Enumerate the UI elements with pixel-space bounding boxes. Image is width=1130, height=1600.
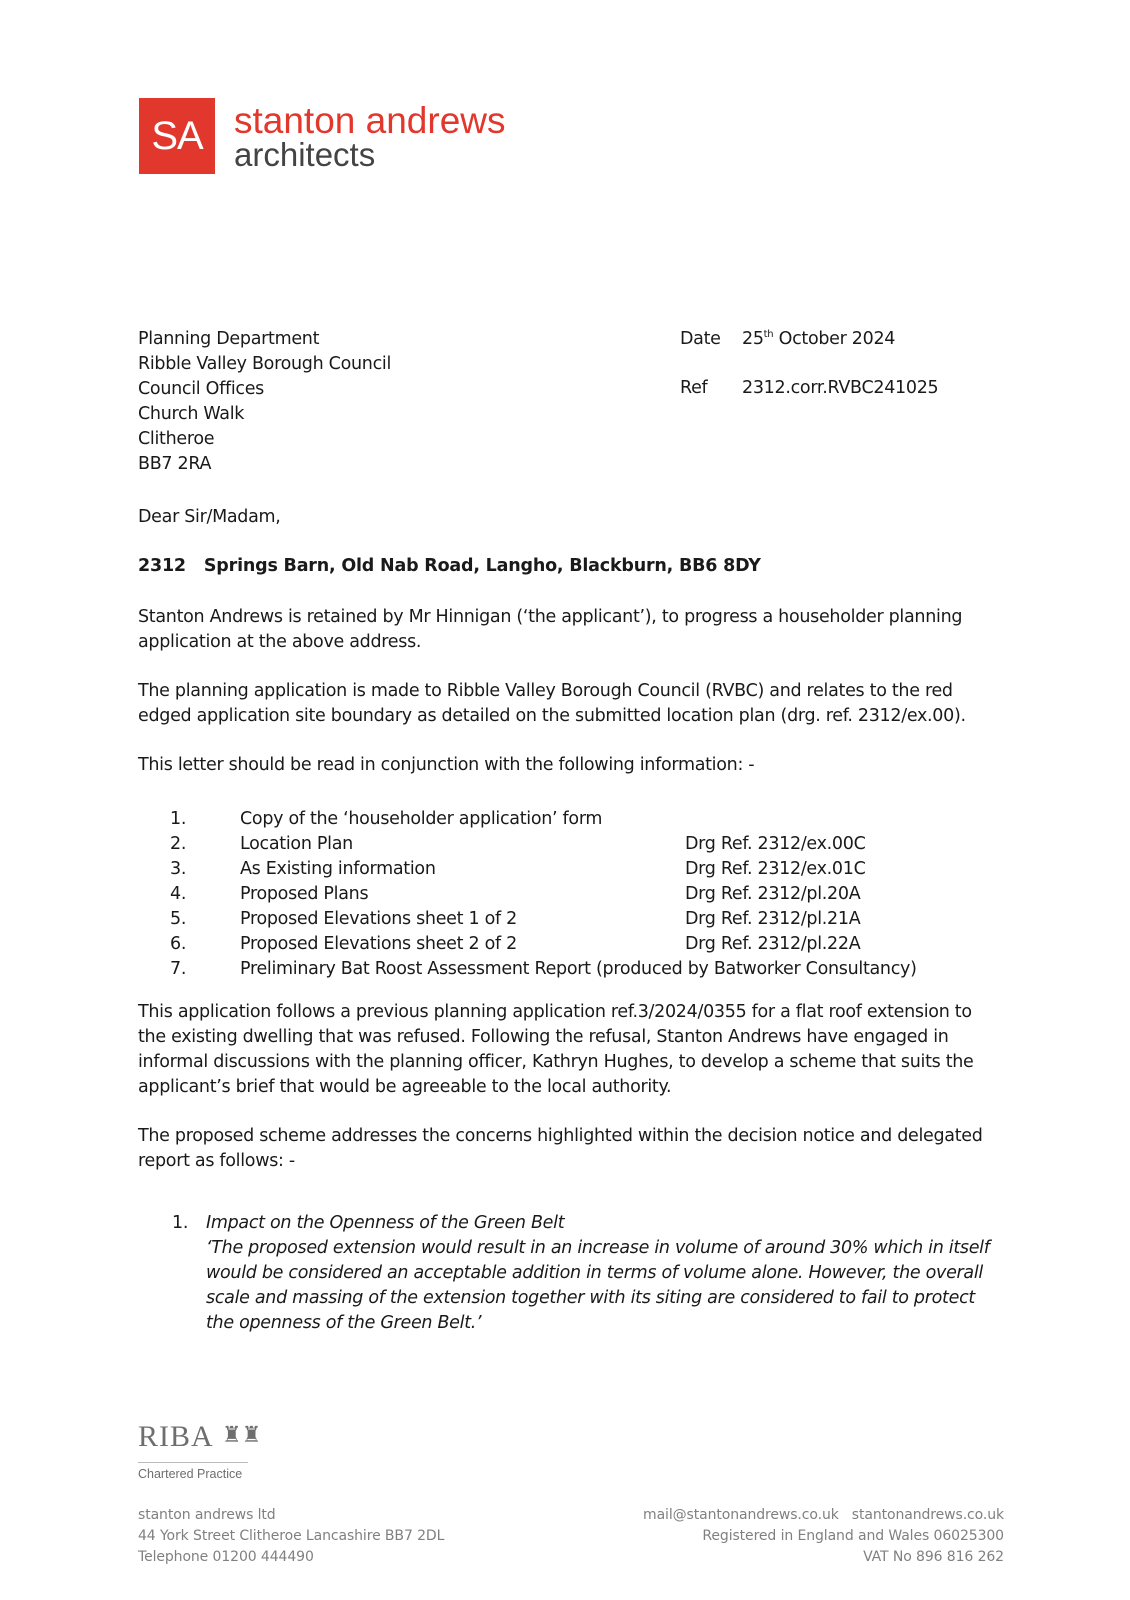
footer-registration-info bbox=[643, 1505, 1004, 1568]
company-name: stanton andrews ltd bbox=[138, 1507, 276, 1523]
list-item bbox=[170, 807, 970, 832]
company-contact[interactable]: mail@stantonandrews.co.uk stantonandrews.co.uk bbox=[643, 1507, 1004, 1523]
item-label: Proposed Elevations sheet 2 of 2 bbox=[240, 934, 517, 954]
list-item bbox=[170, 857, 970, 882]
item-number: 6. bbox=[170, 934, 187, 954]
item-label: Proposed Plans bbox=[240, 884, 369, 904]
concern-number: 1. bbox=[172, 1213, 189, 1233]
job-number: 2312 bbox=[138, 556, 186, 576]
item-number: 2. bbox=[170, 834, 187, 854]
item-ref: Drg Ref. 2312/pl.21A bbox=[685, 909, 861, 929]
ref-value: 2312.corr.RVBC241025 bbox=[742, 378, 939, 398]
address-line: Planning Department bbox=[138, 329, 320, 349]
riba-crest-icon: ♜♜ bbox=[222, 1423, 262, 1448]
ref-label: Ref bbox=[680, 378, 708, 398]
company-registration: Registered in England and Wales 06025300 bbox=[702, 1528, 1004, 1544]
paragraph-history: This application follows a previous planning application ref.3/2024/0355 for a flat roof extension to the existing dwelling that was refused. Following the refusal, Stanton Andrews have engaged in informal discussions with the planning officer, Kathryn Hughes, to develop a scheme that suits the applicant’s brief that would be agreeable to the local authority. bbox=[138, 1002, 974, 1097]
address-line: BB7 2RA bbox=[138, 454, 212, 474]
address-line: Church Walk bbox=[138, 404, 245, 424]
date-month-year: October 2024 bbox=[773, 329, 896, 349]
paragraph-scheme: The proposed scheme addresses the concerns highlighted within the decision notice and delegated report as follows: - bbox=[138, 1126, 983, 1171]
footer-company-info bbox=[138, 1505, 444, 1568]
documents-list bbox=[170, 807, 970, 982]
site-address: Springs Barn, Old Nab Road, Langho, Blackburn, BB6 8DY bbox=[203, 556, 761, 576]
riba-divider bbox=[138, 1462, 248, 1463]
list-item bbox=[170, 907, 970, 932]
paragraph-intro: Stanton Andrews is retained by Mr Hinnigan (‘the applicant’), to progress a householder planning application at the above address. bbox=[138, 607, 963, 652]
item-label: As Existing information bbox=[240, 859, 436, 879]
item-number: 4. bbox=[170, 884, 187, 904]
item-label: Preliminary Bat Roost Assessment Report (produced by Batworker Consultancy) bbox=[240, 959, 917, 979]
date-day: 25 bbox=[742, 329, 764, 349]
date-value bbox=[742, 327, 895, 352]
item-label: Proposed Elevations sheet 1 of 2 bbox=[240, 909, 517, 929]
concern-body bbox=[206, 1211, 1006, 1336]
concern-title: Impact on the Openness of the Green Belt bbox=[206, 1213, 565, 1233]
logo-mark: SA bbox=[139, 98, 215, 174]
address-line: Council Offices bbox=[138, 379, 264, 399]
brand-tagline: architects bbox=[234, 136, 376, 173]
item-ref: Drg Ref. 2312/pl.20A bbox=[685, 884, 861, 904]
subject-line bbox=[138, 554, 761, 579]
item-label: Copy of the ‘householder application’ form bbox=[240, 809, 603, 829]
brand-name: stanton andrews bbox=[234, 100, 506, 141]
concern-quote: ‘The proposed extension would result in an increase in volume of around 30% which in itself would be considered an acceptable addition in terms of volume alone. However, the overall scale and massing of the extension together with its siting are considered to fail to protect the openness of the Green Belt.’ bbox=[206, 1238, 990, 1333]
address-line: Ribble Valley Borough Council bbox=[138, 354, 392, 374]
list-item bbox=[170, 832, 970, 857]
item-ref: Drg Ref. 2312/ex.01C bbox=[685, 859, 866, 879]
item-number: 1. bbox=[170, 809, 187, 829]
date-label: Date bbox=[680, 329, 721, 349]
paragraph-conjunction: This letter should be read in conjunction with the following information: - bbox=[138, 755, 755, 775]
list-item bbox=[170, 882, 970, 907]
company-telephone: Telephone 01200 444490 bbox=[138, 1549, 314, 1565]
list-item bbox=[170, 932, 970, 957]
item-ref: Drg Ref. 2312/ex.00C bbox=[685, 834, 866, 854]
item-number: 3. bbox=[170, 859, 187, 879]
date-suffix: th bbox=[763, 329, 774, 341]
company-vat: VAT No 896 816 262 bbox=[863, 1549, 1004, 1565]
riba-logo: RIBA bbox=[138, 1420, 214, 1453]
list-item bbox=[170, 957, 970, 982]
paragraph-application: The planning application is made to Ribble Valley Borough Council (RVBC) and relates to the red edged application site boundary as detailed on the submitted location plan (drg. ref. 2312/ex.00). bbox=[138, 681, 966, 726]
address-line: Clitheroe bbox=[138, 429, 215, 449]
item-number: 5. bbox=[170, 909, 187, 929]
item-number: 7. bbox=[170, 959, 187, 979]
item-ref: Drg Ref. 2312/pl.22A bbox=[685, 934, 861, 954]
riba-chartered-practice: Chartered Practice bbox=[138, 1467, 243, 1481]
recipient-address bbox=[138, 327, 391, 477]
salutation: Dear Sir/Madam, bbox=[138, 507, 281, 527]
company-address: 44 York Street Clitheroe Lancashire BB7 2DL bbox=[138, 1528, 445, 1544]
item-label: Location Plan bbox=[240, 834, 353, 854]
